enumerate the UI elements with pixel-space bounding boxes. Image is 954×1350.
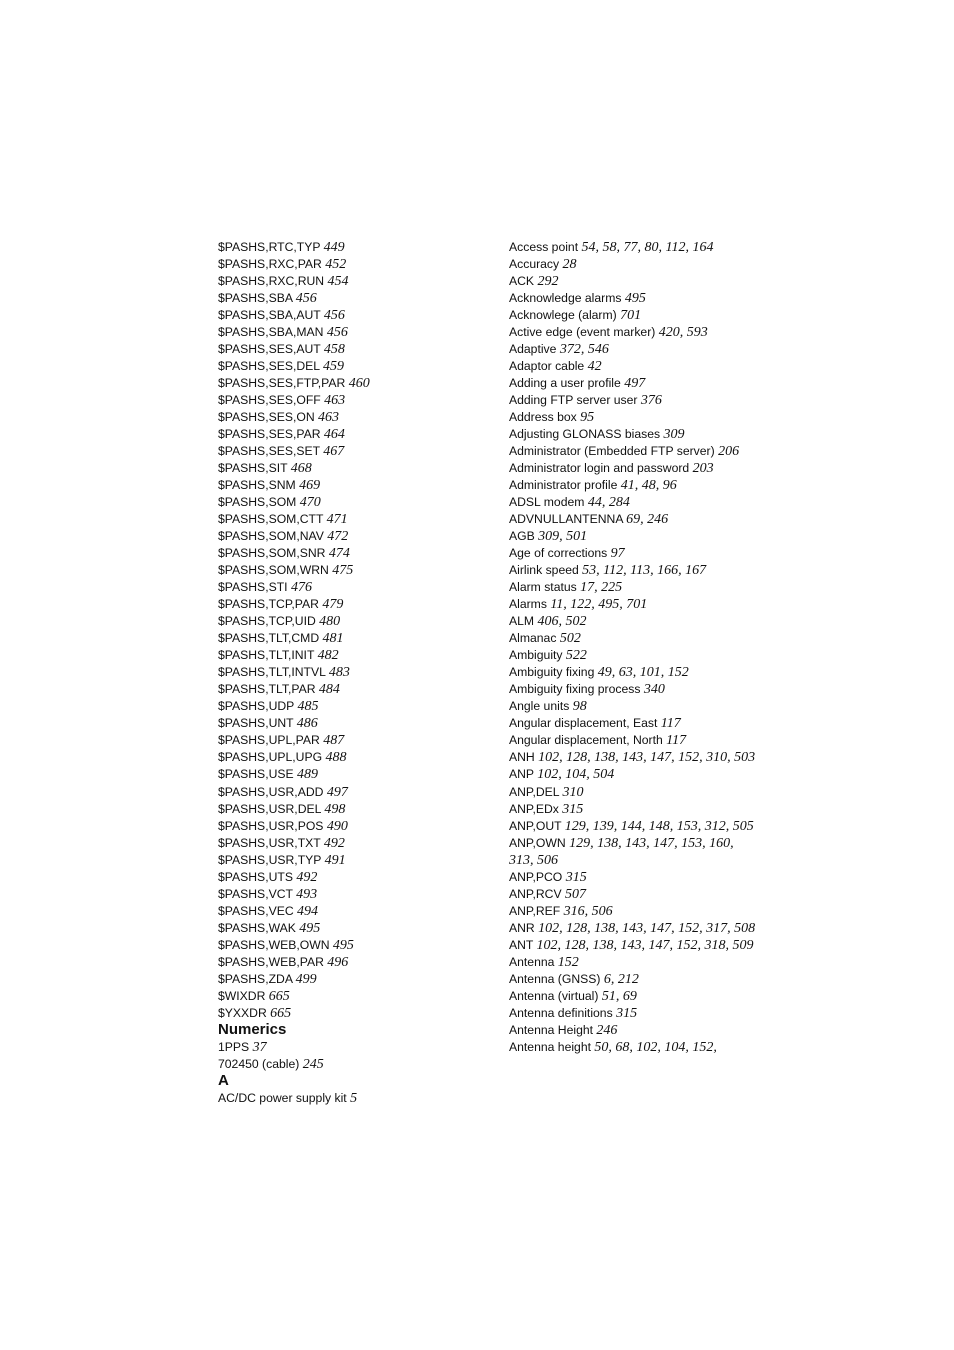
index-page-numbers: 460	[348, 376, 370, 392]
index-page-numbers: 129, 139, 144, 148, 153, 312, 505	[564, 818, 754, 834]
index-term: $PASHS,SES,OFF	[218, 393, 321, 408]
index-entry	[218, 766, 478, 783]
index-term: $PASHS,SBA,AUT	[218, 308, 321, 323]
index-page-numbers: 470	[299, 495, 321, 511]
index-entry	[509, 375, 759, 392]
index-term: $PASHS,RTC,TYP	[218, 240, 321, 254]
index-entry	[218, 545, 478, 562]
index-entry	[218, 290, 478, 307]
index-page-numbers: 44, 284	[587, 495, 630, 511]
index-entry	[509, 886, 759, 903]
index-column-left	[218, 239, 478, 1107]
index-entry	[218, 920, 478, 937]
index-column-right	[509, 239, 759, 1056]
index-entry	[509, 1039, 759, 1056]
index-page-numbers: 492	[296, 869, 318, 885]
index-term: Ambiguity	[509, 648, 563, 663]
index-entry	[218, 1090, 478, 1107]
index-page-numbers: 37	[252, 1039, 267, 1055]
index-page-numbers: 483	[328, 665, 350, 681]
index-term: Antenna	[509, 954, 555, 969]
index-page-numbers: 51, 69	[601, 988, 637, 1004]
index-page-numbers: 495	[299, 920, 321, 936]
index-entry	[218, 1056, 478, 1073]
index-page-numbers: 98	[572, 699, 587, 715]
index-page-numbers: 475	[332, 563, 354, 579]
index-entry	[218, 903, 478, 920]
index-entry	[509, 937, 759, 954]
index-term: ADSL modem	[509, 495, 585, 510]
index-entry	[218, 988, 478, 1005]
index-page-numbers: 486	[296, 716, 318, 732]
index-term: Antenna height	[509, 1039, 591, 1054]
index-page-numbers: 459	[323, 359, 344, 375]
index-entry	[509, 630, 759, 647]
index-page-numbers: 498	[324, 801, 346, 817]
index-term: $PASHS,ZDA	[218, 971, 293, 986]
index-entry	[509, 613, 759, 630]
index-page-numbers: 701	[620, 308, 642, 324]
index-entry	[509, 869, 759, 886]
index-entry	[218, 647, 478, 664]
index-page-numbers: 246	[596, 1022, 618, 1038]
index-page-numbers: 493	[296, 886, 318, 902]
index-page-numbers: 463	[324, 393, 346, 409]
index-page-numbers: 472	[327, 529, 349, 545]
index-page-numbers: 665	[270, 1005, 292, 1021]
index-entry	[218, 511, 478, 528]
index-entry	[509, 494, 759, 511]
index-entry	[509, 903, 759, 920]
index-page-numbers: 203	[692, 461, 714, 477]
index-entry	[509, 681, 759, 698]
index-entry	[218, 749, 478, 766]
index-page-numbers: 492	[323, 835, 345, 851]
index-entry	[218, 341, 478, 358]
index-term: Administrator (Embedded FTP server)	[509, 444, 715, 459]
index-term: $PASHS,USR,DEL	[218, 801, 321, 816]
index-entry	[218, 273, 478, 290]
index-entry	[509, 358, 759, 375]
index-entry	[218, 801, 478, 818]
index-term: $PASHS,WAK	[218, 920, 296, 935]
index-page-numbers: 456	[295, 291, 317, 307]
index-page-numbers: 499	[295, 971, 317, 987]
index-term: $PASHS,SOM,CTT	[218, 512, 324, 527]
index-list-a-right	[509, 239, 759, 1056]
index-term: $PASHS,SNM	[218, 478, 296, 493]
index-term: Antenna Height	[509, 1022, 594, 1037]
index-entry	[509, 392, 759, 409]
index-term: $PASHS,STI	[218, 580, 288, 595]
index-page-numbers: 485	[297, 699, 319, 715]
index-entry	[509, 664, 759, 681]
index-page-numbers: 102, 104, 504	[537, 767, 615, 783]
index-term: 702450 (cable)	[218, 1056, 300, 1071]
index-page-numbers: 340	[643, 682, 665, 698]
index-term: $PASHS,USR,TXT	[218, 835, 321, 850]
index-entry	[509, 528, 759, 545]
index-term: $PASHS,WEB,OWN	[218, 937, 330, 952]
index-entry	[218, 409, 478, 426]
index-term: ANP,REF	[509, 903, 561, 918]
index-term: $PASHS,TCP,UID	[218, 614, 316, 629]
index-page-numbers: 292	[537, 274, 559, 290]
index-entry	[509, 732, 759, 749]
index-page-numbers: 476	[290, 580, 312, 596]
index-entry	[218, 715, 478, 732]
index-term: Address box	[509, 410, 577, 425]
index-term: Antenna (GNSS)	[509, 971, 601, 986]
index-entry	[509, 801, 759, 818]
index-entry	[218, 784, 478, 801]
index-page-numbers: 315	[565, 869, 587, 885]
index-entry	[218, 1039, 478, 1056]
index-page-numbers: 69, 246	[626, 512, 669, 528]
index-term: $PASHS,RXC,PAR	[218, 257, 322, 272]
index-entry	[218, 426, 478, 443]
index-entry	[509, 749, 759, 766]
index-term: Administrator login and password	[509, 461, 690, 476]
index-page-numbers: 497	[624, 376, 646, 392]
index-page-numbers: 489	[297, 767, 319, 783]
index-term: Age of corrections	[509, 546, 608, 561]
index-entry	[509, 562, 759, 579]
index-entry	[218, 664, 478, 681]
index-term: $PASHS,VCT	[218, 886, 293, 901]
index-page-numbers: 482	[317, 648, 339, 664]
index-entry	[218, 954, 478, 971]
index-term: Adaptor cable	[509, 359, 585, 374]
index-page-numbers: 490	[326, 818, 348, 834]
index-entry	[509, 239, 759, 256]
index-term: $PASHS,SES,DEL	[218, 359, 320, 374]
index-term: ADVNULLANTENNA	[509, 512, 623, 527]
index-page-numbers: 468	[290, 461, 312, 477]
index-entry	[218, 307, 478, 324]
index-page-numbers: 467	[323, 444, 345, 460]
index-page-numbers: 488	[325, 750, 347, 766]
index-term: $PASHS,USR,POS	[218, 818, 324, 833]
index-entry	[509, 511, 759, 528]
index-entry	[218, 375, 478, 392]
index-term: ALM	[509, 614, 535, 629]
index-term: $PASHS,USE	[218, 767, 294, 782]
index-term: $PASHS,SES,ON	[218, 410, 315, 425]
index-page-numbers: 102, 128, 138, 143, 147, 152, 318, 509	[536, 937, 754, 953]
index-term: $PASHS,UPL,UPG	[218, 750, 323, 765]
index-entry	[509, 341, 759, 358]
index-entry	[509, 290, 759, 307]
index-term: $PASHS,SBA	[218, 291, 293, 306]
index-page-numbers: 406, 502	[537, 614, 587, 630]
index-entry	[509, 835, 759, 869]
index-page-numbers: 449	[323, 240, 345, 255]
index-term: $PASHS,SES,SET	[218, 444, 320, 459]
index-page-numbers: 376	[640, 393, 662, 409]
index-entry	[218, 596, 478, 613]
index-page-numbers: 6, 212	[603, 971, 639, 987]
index-term: ANP,PCO	[509, 869, 563, 884]
index-page-numbers: 28	[562, 257, 577, 273]
index-term: Alarms	[509, 597, 547, 612]
index-term: Almanac	[509, 631, 557, 646]
index-term: ANP,DEL	[509, 784, 560, 799]
index-term: Active edge (event marker)	[509, 325, 656, 340]
index-entry	[218, 358, 478, 375]
index-page-numbers: 479	[322, 597, 344, 613]
index-term: Acknowlege (alarm)	[509, 308, 617, 323]
index-term: 1PPS	[218, 1039, 250, 1054]
index-term: $YXXDR	[218, 1005, 267, 1020]
index-term: ANP,RCV	[509, 886, 562, 901]
index-entry	[218, 443, 478, 460]
index-page-numbers: 97	[610, 546, 625, 562]
index-term: $PASHS,WEB,PAR	[218, 954, 324, 969]
index-page-numbers: 95	[580, 410, 595, 426]
index-entry	[218, 460, 478, 477]
index-page-numbers: 315	[616, 1005, 638, 1021]
index-entry	[509, 460, 759, 477]
index-term: $PASHS,UDP	[218, 699, 295, 714]
index-page-numbers: 452	[325, 257, 347, 273]
index-term: Angular displacement, North	[509, 733, 663, 748]
index-page-numbers: 50, 68, 102, 104, 152,	[594, 1039, 717, 1055]
index-term: Adjusting GLONASS biases	[509, 427, 661, 442]
index-term: $PASHS,UNT	[218, 716, 294, 731]
index-entry	[218, 937, 478, 954]
index-term: Accuracy	[509, 257, 560, 272]
index-term: Ambiguity fixing process	[509, 682, 641, 697]
index-term: AGB	[509, 529, 535, 544]
index-term: $PASHS,TCP,PAR	[218, 597, 319, 612]
index-page-numbers: 316, 506	[563, 903, 613, 919]
index-term: Angle units	[509, 699, 570, 714]
index-entry	[218, 392, 478, 409]
index-page-numbers: 245	[302, 1056, 324, 1072]
index-list-a-left	[218, 1090, 478, 1107]
index-page-numbers: 117	[660, 716, 681, 732]
index-term: $PASHS,UPL,PAR	[218, 733, 320, 748]
index-page-numbers: 497	[326, 784, 348, 800]
index-entry	[509, 307, 759, 324]
index-entry	[509, 443, 759, 460]
index-page-numbers: 487	[323, 733, 345, 749]
index-page-numbers: 17, 225	[580, 580, 623, 596]
index-entry	[509, 426, 759, 443]
index-page-numbers: 129, 138, 143, 147, 153, 160, 313, 506	[509, 835, 734, 868]
index-entry	[218, 869, 478, 886]
index-page-numbers: 495	[624, 291, 646, 307]
index-term: $PASHS,TLT,INTVL	[218, 665, 326, 680]
index-term: ACK	[509, 274, 535, 289]
index-page-numbers: 454	[327, 274, 349, 290]
index-page-numbers: 54, 58, 77, 80, 112, 164	[581, 240, 714, 255]
index-term: Adding FTP server user	[509, 393, 638, 408]
index-term: $PASHS,SOM,WRN	[218, 563, 329, 578]
index-term: Acknowledge alarms	[509, 291, 622, 306]
index-term: Airlink speed	[509, 563, 579, 578]
index-page-numbers: 420, 593	[658, 325, 708, 341]
index-entry	[218, 562, 478, 579]
index-entry	[509, 988, 759, 1005]
index-page-numbers: 53, 112, 113, 166, 167	[582, 563, 707, 579]
index-page-numbers: 463	[318, 410, 340, 426]
index-entry	[218, 239, 478, 256]
index-term: Adaptive	[509, 342, 557, 357]
index-entry	[218, 579, 478, 596]
index-page-numbers: 458	[323, 342, 345, 358]
index-entry	[218, 681, 478, 698]
index-page-numbers: 522	[565, 648, 587, 664]
index-term: $PASHS,USR,ADD	[218, 784, 324, 799]
index-page-numbers: 507	[565, 886, 586, 902]
index-page-numbers: 491	[324, 852, 346, 868]
index-page-numbers: 502	[559, 631, 581, 647]
index-page-numbers: 206	[718, 444, 740, 460]
index-entry	[509, 579, 759, 596]
index-page-numbers: 309	[663, 427, 685, 443]
index-term: ANP	[509, 767, 534, 782]
index-entry	[218, 835, 478, 852]
index-term: Antenna definitions	[509, 1005, 613, 1020]
index-term: $PASHS,SBA,MAN	[218, 325, 324, 340]
index-term: $PASHS,SOM	[218, 495, 297, 510]
index-entry	[509, 971, 759, 988]
index-page-numbers: 480	[319, 614, 341, 630]
index-page-numbers: 42	[587, 359, 602, 375]
index-entry	[509, 324, 759, 341]
index-page-numbers: 496	[327, 954, 349, 970]
index-page-numbers: 102, 128, 138, 143, 147, 152, 310, 503	[538, 750, 756, 766]
index-term: $PASHS,SES,AUT	[218, 342, 321, 357]
index-term: $PASHS,UTS	[218, 869, 293, 884]
index-term: $PASHS,SOM,SNR	[218, 546, 326, 561]
index-page-numbers: 49, 63, 101, 152	[597, 665, 689, 681]
index-entry	[509, 477, 759, 494]
index-page-numbers: 665	[268, 988, 290, 1004]
index-page-numbers: 456	[323, 308, 345, 324]
index-entry	[218, 477, 478, 494]
index-term: Antenna (virtual)	[509, 988, 599, 1003]
index-entry	[218, 613, 478, 630]
index-entry	[509, 920, 759, 937]
index-entry	[218, 698, 478, 715]
index-term: $PASHS,USR,TYP	[218, 852, 322, 867]
index-page-numbers: 494	[297, 903, 319, 919]
index-entry	[509, 545, 759, 562]
index-entry	[509, 409, 759, 426]
index-page-numbers: 484	[318, 682, 340, 698]
index-list-dollar-commands	[218, 239, 478, 1022]
index-term: ANP,OWN	[509, 835, 566, 850]
index-entry	[509, 1005, 759, 1022]
index-term: ANH	[509, 750, 535, 765]
index-entry	[509, 954, 759, 971]
index-entry	[509, 766, 759, 783]
index-entry	[509, 647, 759, 664]
index-entry	[218, 852, 478, 869]
index-term: $PASHS,TLT,INIT	[218, 648, 315, 663]
index-entry	[218, 256, 478, 273]
index-page-numbers: 471	[326, 512, 348, 528]
index-page-numbers: 310	[562, 784, 584, 800]
index-term: ANP,OUT	[509, 818, 562, 833]
index-page-numbers: 315	[562, 801, 584, 817]
index-term: Angular displacement, East	[509, 716, 658, 731]
index-term: $PASHS,TLT,CMD	[218, 631, 320, 646]
index-page-numbers: 117	[666, 733, 687, 749]
index-entry	[509, 256, 759, 273]
index-entry	[218, 818, 478, 835]
section-heading-numerics: Numerics	[218, 1021, 287, 1039]
index-term: $PASHS,SIT	[218, 461, 288, 476]
section-heading-a: A	[218, 1072, 229, 1090]
index-entry	[509, 596, 759, 613]
index-entry	[218, 732, 478, 749]
index-page-numbers: 474	[328, 546, 350, 562]
index-term: Adding a user profile	[509, 376, 621, 391]
index-page-numbers: 11, 122, 495, 701	[550, 597, 648, 613]
index-page-numbers: 152	[557, 954, 579, 970]
index-entry	[509, 715, 759, 732]
index-entry	[218, 494, 478, 511]
index-entry	[218, 324, 478, 341]
index-entry	[509, 1022, 759, 1039]
index-entry	[509, 818, 759, 835]
index-term: ANP,EDx	[509, 801, 559, 816]
index-list-numerics	[218, 1039, 478, 1073]
index-term: ANR	[509, 920, 535, 935]
index-page-numbers: 481	[322, 631, 344, 647]
index-page-numbers: 372, 546	[559, 342, 609, 358]
index-term: $PASHS,TLT,PAR	[218, 682, 316, 697]
index-entry	[218, 971, 478, 988]
index-entry	[218, 630, 478, 647]
index-term: $PASHS,VEC	[218, 903, 294, 918]
index-term: Administrator profile	[509, 478, 618, 493]
index-page-numbers: 456	[326, 325, 348, 341]
index-page-numbers: 469	[299, 478, 321, 494]
index-term: $PASHS,SES,FTP,PAR	[218, 376, 346, 391]
index-entry	[218, 886, 478, 903]
index-entry	[509, 273, 759, 290]
index-term: $PASHS,SES,PAR	[218, 427, 321, 442]
index-term: $PASHS,RXC,RUN	[218, 274, 325, 289]
index-page-numbers: 102, 128, 138, 143, 147, 152, 317, 508	[538, 920, 756, 936]
index-term: $PASHS,SOM,NAV	[218, 529, 324, 544]
index-page-numbers: 5	[350, 1090, 358, 1106]
index-term: Alarm status	[509, 580, 577, 595]
index-term: AC/DC power supply kit	[218, 1090, 347, 1105]
index-term: Access point	[509, 240, 579, 254]
index-term: Ambiguity fixing	[509, 665, 595, 680]
index-term: ANT	[509, 937, 534, 952]
index-entry	[218, 1005, 478, 1022]
index-entry	[218, 528, 478, 545]
index-page-numbers: 309, 501	[538, 529, 588, 545]
index-page-numbers: 495	[332, 937, 354, 953]
index-entry	[509, 784, 759, 801]
index-entry	[509, 698, 759, 715]
index-term: $WIXDR	[218, 988, 266, 1003]
index-page-numbers: 41, 48, 96	[620, 478, 677, 494]
index-page-numbers: 464	[323, 427, 345, 443]
